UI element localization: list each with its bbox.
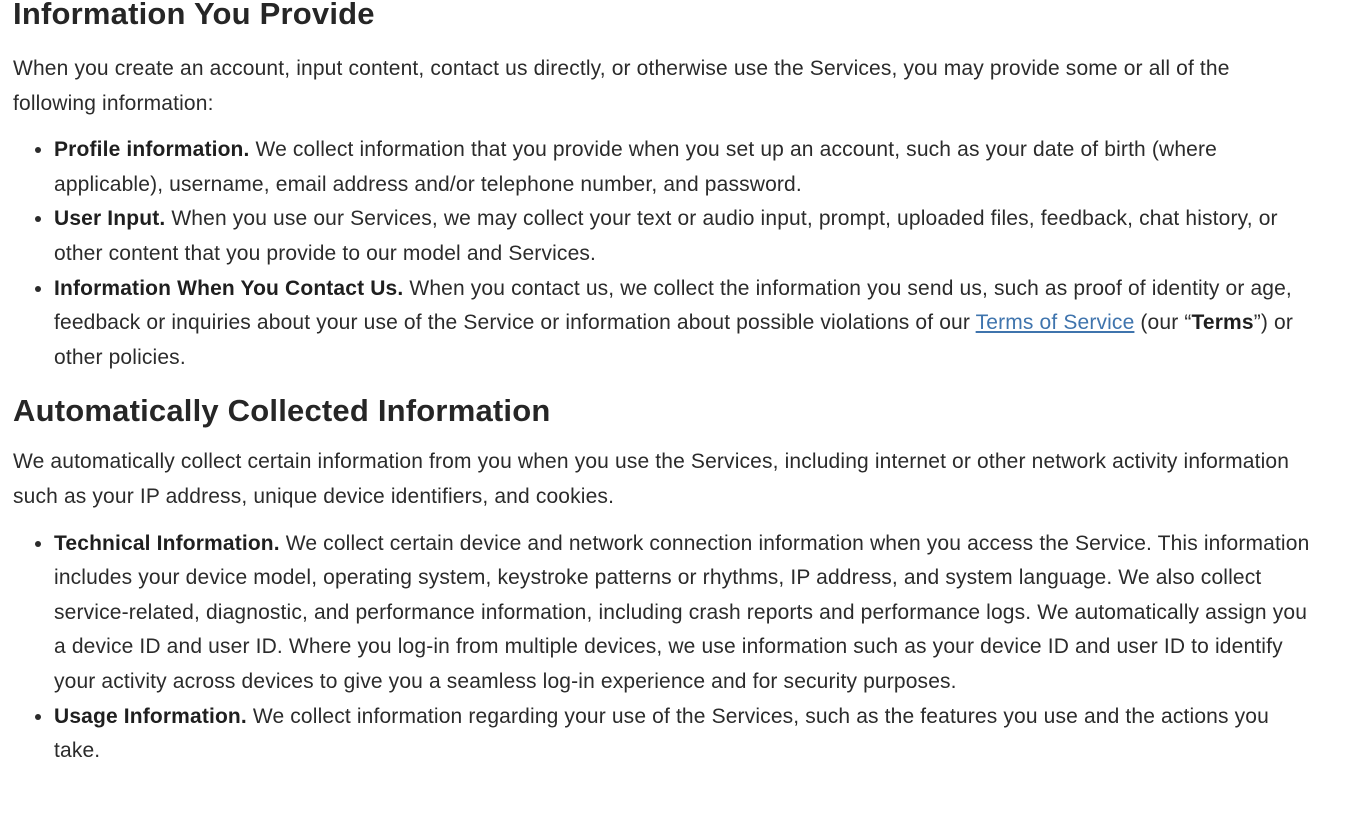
item-text: When you contact us, we collect the information you send us, such as proof of identity or age, feedback or inquiries about your use of the Service or information about possible violations of our — [54, 276, 1292, 335]
item-label: User Input. — [54, 207, 166, 231]
item-text: ”) or other policies. — [54, 311, 1293, 369]
information-list — [13, 527, 1318, 769]
terms-bold: Terms — [1191, 311, 1254, 335]
item-text: We collect certain device and network connection information when you access the Service. This information includes your device model, operating system, keystroke patterns or rhythms, IP address, and system language. We also collect service-related, diagnostic, and performance information, including crash reports and performance logs. We automatically assign you a device ID and user ID. Where you log-in from multiple devices, we use information such as your device ID and user ID to identify your activity across devices to give you a seamless log-in experience and for security purposes. — [54, 531, 1310, 693]
policy-document — [13, 0, 1318, 769]
section-heading-information-you-provide: Information You Provide — [13, 0, 375, 31]
information-list — [13, 133, 1318, 375]
list-item-usage-information — [54, 700, 1318, 769]
list-item-technical-information — [54, 527, 1318, 700]
item-text: We collect information regarding your use of the Services, such as the features you use and the actions you take. — [54, 704, 1269, 763]
item-label: Technical Information. — [54, 531, 280, 555]
item-label: Profile information. — [54, 138, 250, 162]
item-label: Usage Information. — [54, 704, 247, 728]
item-text: (our “ — [1134, 311, 1192, 335]
list-item-contact-us — [54, 272, 1318, 376]
list-item-profile-information — [54, 133, 1318, 202]
item-text: We collect information that you provide when you set up an account, such as your date of birth (where applicable), username, email address and/or telephone number, and password. — [54, 138, 1217, 196]
section-intro: When you create an account, input content, contact us directly, or otherwise use the Services, you may provide some or all of the following information: — [13, 57, 1230, 115]
terms-of-service-link[interactable]: Terms of Service — [975, 311, 1135, 335]
section-heading-automatically-collected: Automatically Collected Information — [13, 393, 551, 429]
item-text: When you use our Services, we may collect your text or audio input, prompt, uploaded files, feedback, chat history, or other content that you provide to our model and Services. — [54, 207, 1278, 265]
section-intro: We automatically collect certain information from you when you use the Services, including internet or other network activity information such as your IP address, unique device identifiers, and cookies. — [13, 450, 1290, 508]
list-item-user-input — [54, 202, 1318, 271]
item-label: Information When You Contact Us. — [54, 276, 404, 300]
